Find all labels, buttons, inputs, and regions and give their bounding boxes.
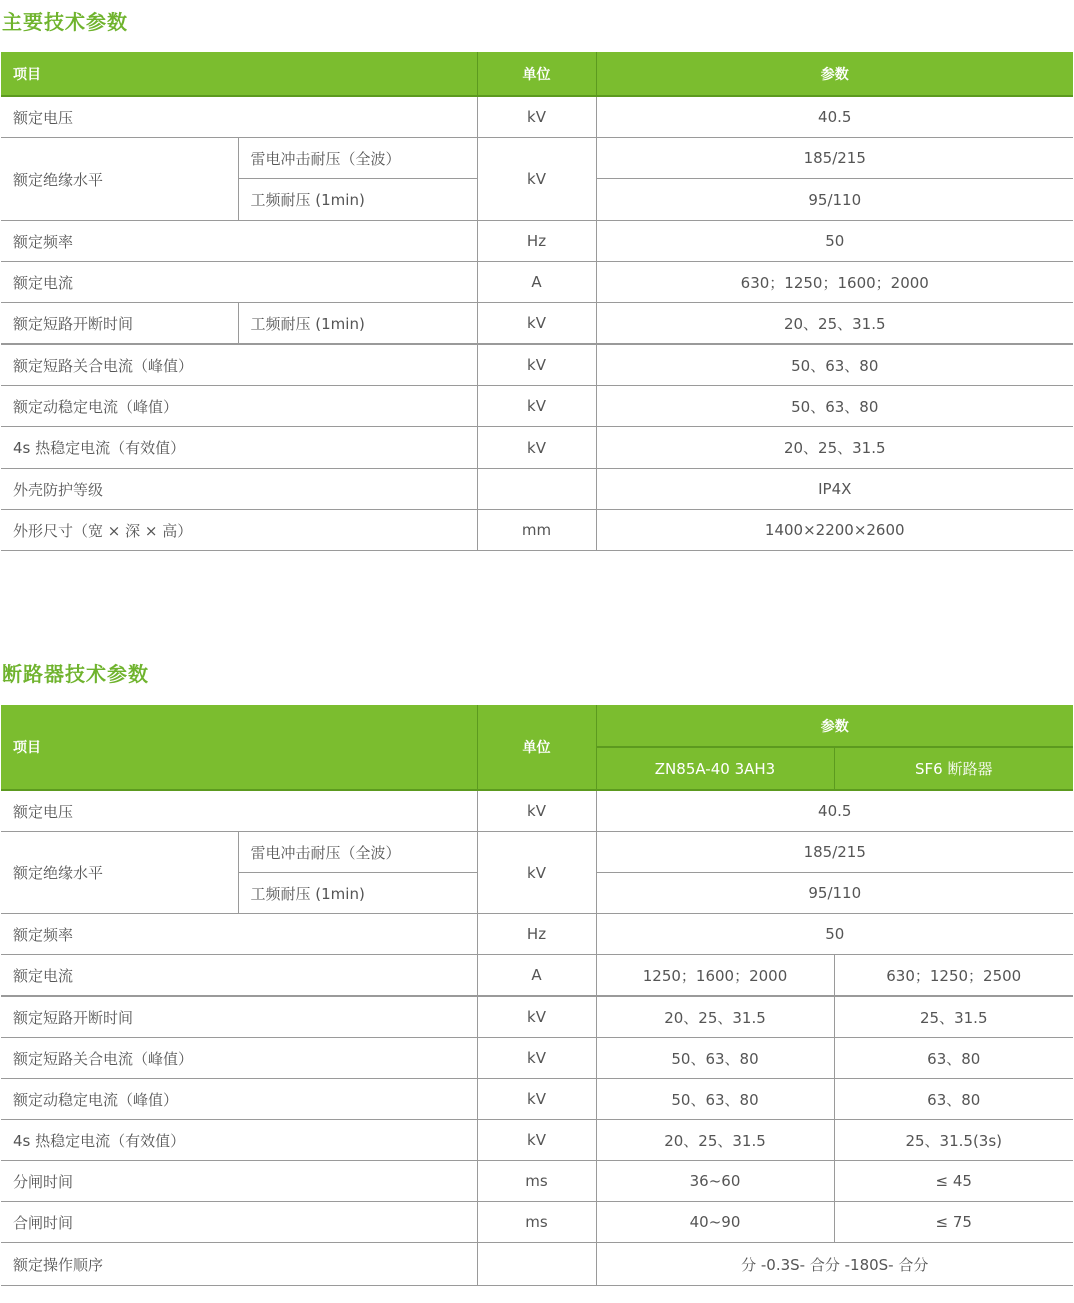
- row-value: 40.5: [596, 790, 1073, 832]
- header-param: 参数: [596, 52, 1073, 96]
- header-item: 项目: [1, 705, 477, 790]
- row-label: 额定电流: [1, 955, 477, 997]
- row-label: 额定绝缘水平: [1, 138, 238, 221]
- row-unit: A: [477, 262, 596, 303]
- header-param: 参数: [596, 705, 1073, 747]
- table-row: [1, 1079, 1073, 1120]
- row-unit: ms: [477, 1161, 596, 1202]
- row-value: IP4X: [596, 469, 1073, 510]
- table-row: [1, 510, 1073, 551]
- row-label: 额定短路开断时间: [1, 996, 477, 1038]
- section-title-main-params: 主要技术参数: [2, 10, 128, 34]
- row-label: 外形尺寸（宽 × 深 × 高）: [1, 510, 477, 551]
- row-value: 630；1250；1600；2000: [596, 262, 1073, 303]
- table-row: [1, 469, 1073, 510]
- row-label: 合闸时间: [1, 1202, 477, 1243]
- row-label: 额定短路开断时间: [1, 303, 238, 345]
- row-unit: kV: [477, 1120, 596, 1161]
- row-label: 额定操作顺序: [1, 1243, 477, 1286]
- table-row: [1, 1120, 1073, 1161]
- row-value-sf6: 630；1250；2500: [834, 955, 1073, 997]
- row-label: 额定电压: [1, 96, 477, 138]
- row-value: 50: [596, 914, 1073, 955]
- row-value-sf6: ≤ 45: [834, 1161, 1073, 1202]
- row-unit: kV: [477, 1038, 596, 1079]
- table-row: [1, 996, 1073, 1038]
- row-unit: Hz: [477, 914, 596, 955]
- row-value-zn85a: 1250；1600；2000: [596, 955, 834, 997]
- table-row: [1, 303, 1073, 345]
- row-value: 50、63、80: [596, 344, 1073, 386]
- table-header-row: [1, 52, 1073, 96]
- row-value: 50、63、80: [596, 386, 1073, 427]
- row-value-zn85a: 40~90: [596, 1202, 834, 1243]
- table-row: [1, 344, 1073, 386]
- header-unit: 单位: [477, 52, 596, 96]
- section-title-breaker-params: 断路器技术参数: [2, 662, 149, 686]
- row-unit: [477, 469, 596, 510]
- row-unit: kV: [477, 344, 596, 386]
- row-label: 额定频率: [1, 914, 477, 955]
- header-col-zn85a: ZN85A-40 3AH3: [596, 747, 834, 790]
- row-value: 分 -0.3S- 合分 -180S- 合分: [596, 1243, 1073, 1286]
- row-value: 20、25、31.5: [596, 303, 1073, 345]
- row-value-zn85a: 20、25、31.5: [596, 1120, 834, 1161]
- row-value: 1400×2200×2600: [596, 510, 1073, 551]
- table-row: [1, 1038, 1073, 1079]
- row-value: 40.5: [596, 96, 1073, 138]
- row-label: 额定电压: [1, 790, 477, 832]
- table-row: [1, 138, 1073, 179]
- row-label: 4s 热稳定电流（有效值）: [1, 1120, 477, 1161]
- row-value-sf6: 25、31.5(3s): [834, 1120, 1073, 1161]
- main-params-table: [1, 52, 1073, 551]
- table-row: [1, 914, 1073, 955]
- row-sub-label: 工频耐压 (1min): [238, 303, 477, 345]
- row-unit: mm: [477, 510, 596, 551]
- row-value-zn85a: 50、63、80: [596, 1079, 834, 1120]
- row-value: 95/110: [596, 873, 1073, 914]
- row-sub-label: 雷电冲击耐压（全波）: [238, 138, 477, 179]
- row-value-sf6: 63、80: [834, 1038, 1073, 1079]
- row-unit: kV: [477, 790, 596, 832]
- row-unit: kV: [477, 996, 596, 1038]
- table-row: [1, 427, 1073, 469]
- row-unit: ms: [477, 1202, 596, 1243]
- header-unit: 单位: [477, 705, 596, 790]
- row-unit: kV: [477, 386, 596, 427]
- table-row: [1, 1161, 1073, 1202]
- header-item: 项目: [1, 52, 477, 96]
- row-value-zn85a: 36~60: [596, 1161, 834, 1202]
- row-label: 额定动稳定电流（峰值）: [1, 1079, 477, 1120]
- row-label: 额定动稳定电流（峰值）: [1, 386, 477, 427]
- row-value-zn85a: 50、63、80: [596, 1038, 834, 1079]
- table-row: [1, 386, 1073, 427]
- row-label: 外壳防护等级: [1, 469, 477, 510]
- row-value: 185/215: [596, 138, 1073, 179]
- row-label: 分闸时间: [1, 1161, 477, 1202]
- row-unit: A: [477, 955, 596, 997]
- row-sub-label: 工频耐压 (1min): [238, 873, 477, 914]
- row-label: 额定电流: [1, 262, 477, 303]
- row-label: 额定绝缘水平: [1, 832, 238, 914]
- row-value: 95/110: [596, 179, 1073, 221]
- table-row: [1, 955, 1073, 997]
- header-col-sf6: SF6 断路器: [834, 747, 1073, 790]
- table-row: [1, 790, 1073, 832]
- row-value-sf6: 63、80: [834, 1079, 1073, 1120]
- table-row: [1, 221, 1073, 262]
- row-value-zn85a: 20、25、31.5: [596, 996, 834, 1038]
- row-label: 4s 热稳定电流（有效值）: [1, 427, 477, 469]
- row-unit: kV: [477, 96, 596, 138]
- table-header-row: [1, 705, 1073, 747]
- row-value: 20、25、31.5: [596, 427, 1073, 469]
- row-unit: kV: [477, 303, 596, 345]
- row-label: 额定短路关合电流（峰值）: [1, 344, 477, 386]
- row-label: 额定频率: [1, 221, 477, 262]
- row-unit: Hz: [477, 221, 596, 262]
- table-row: [1, 832, 1073, 873]
- row-unit: kV: [477, 832, 596, 914]
- breaker-params-table: [1, 705, 1073, 1286]
- row-unit: kV: [477, 138, 596, 221]
- row-label: 额定短路关合电流（峰值）: [1, 1038, 477, 1079]
- row-value-sf6: 25、31.5: [834, 996, 1073, 1038]
- table-row: [1, 1243, 1073, 1286]
- row-sub-label: 雷电冲击耐压（全波）: [238, 832, 477, 873]
- table-row: [1, 1202, 1073, 1243]
- row-value-sf6: ≤ 75: [834, 1202, 1073, 1243]
- row-sub-label: 工频耐压 (1min): [238, 179, 477, 221]
- row-value: 50: [596, 221, 1073, 262]
- row-unit: kV: [477, 1079, 596, 1120]
- table-row: [1, 262, 1073, 303]
- table-row: [1, 96, 1073, 138]
- row-value: 185/215: [596, 832, 1073, 873]
- row-unit: kV: [477, 427, 596, 469]
- row-unit: [477, 1243, 596, 1286]
